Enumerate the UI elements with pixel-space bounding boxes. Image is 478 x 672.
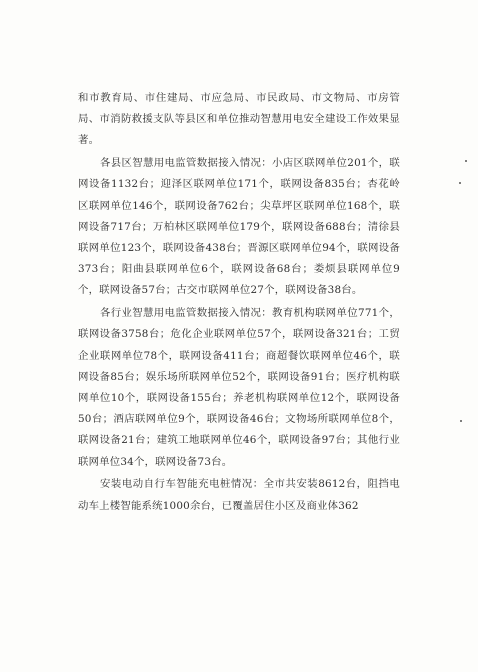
paragraph-charging-piles: 安装电动自行车智能充电桩情况：全市共安装8612台，阻挡电动车上楼智能系统1000余台，已覆盖居住小区及商业体362 bbox=[78, 478, 400, 512]
paragraph-county-district-access: 各县区智慧用电监管数据接入情况：小店区联网单位201个，联网设备1132台；迎泽区联网单位171个，联网设备835台；杏花岭区联网单位146个，联网设备762台；尖草坪区联网单位168个，联网设备717台；万柏林区联网单位179个，联网设备688台；清徐县联网单位123个，联网设备438台；晋源区联网单位94个，联网设备373台；阳曲县联网单位6个，联网设备68台；娄烦县联网单位9个，联网设备57台；古交市联网单位27个，联网设备38台。 bbox=[78, 157, 400, 297]
document-body bbox=[78, 88, 400, 518]
scan-speck bbox=[465, 160, 467, 162]
scan-speck bbox=[459, 182, 461, 184]
scan-speck bbox=[460, 420, 462, 422]
paragraph-industry-access: 各行业智慧用电监管数据接入情况：教育机构联网单位771个，联网设备3758台；危化企业联网单位57个，联网设备321台；工贸企业联网单位78个，联网设备411台；商超餐饮联网单位46个，联网设备85台；娱乐场所联网单位52个，联网设备91台；医疗机构联网单位10个，联网设备155台；养老机构联网单位12个，联网设备50台；酒店联网单位9个，联网设备46台；文物场所联网单位8个，联网设备21台；建筑工地联网单位46个，联网设备97台；其他行业联网单位34个，联网设备73台。 bbox=[78, 307, 400, 468]
paragraph-departments-continued: 和市教育局、市住建局、市应急局、市民政局、市文物局、市房管局、市消防救援支队等县区和单位推动智慧用电安全建设工作效果显著。 bbox=[78, 92, 400, 147]
